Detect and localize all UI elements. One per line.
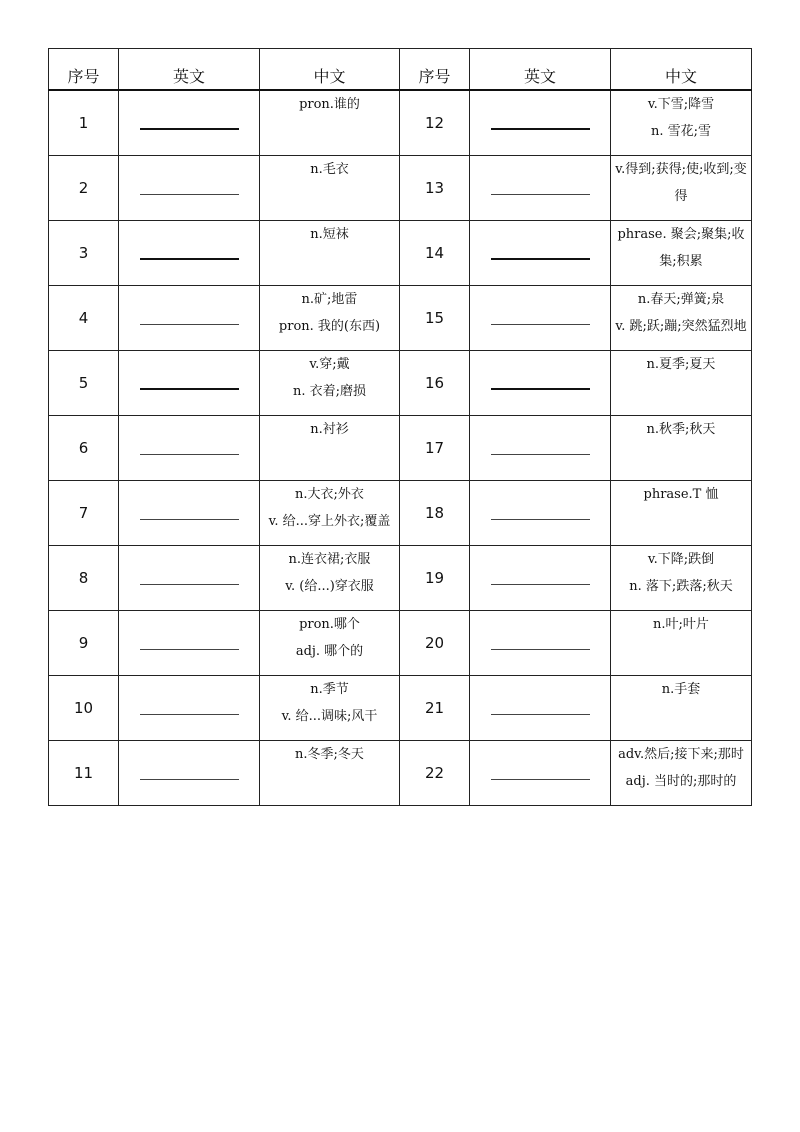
answer-blank-line[interactable] bbox=[140, 258, 239, 260]
chinese-meaning-cell bbox=[611, 156, 752, 221]
english-answer-cell[interactable] bbox=[119, 90, 260, 156]
item-number: 1 bbox=[49, 90, 119, 156]
meaning-line: v.得到;获得;使;收到;变 bbox=[615, 162, 747, 177]
answer-blank-line[interactable] bbox=[491, 388, 590, 390]
answer-blank-line[interactable] bbox=[140, 324, 239, 325]
table-row bbox=[49, 351, 752, 416]
english-answer-cell[interactable] bbox=[470, 611, 611, 676]
meaning-line: v.下雪;降雪 bbox=[647, 97, 715, 112]
table-body bbox=[49, 90, 752, 806]
header-row bbox=[49, 49, 752, 91]
chinese-meaning-cell bbox=[260, 221, 400, 286]
chinese-meaning-cell bbox=[260, 286, 400, 351]
meaning-line: v.穿;戴 bbox=[309, 357, 350, 372]
item-number: 19 bbox=[400, 546, 470, 611]
english-answer-cell[interactable] bbox=[470, 416, 611, 481]
meaning-line: v. 给...调味;风干 bbox=[281, 709, 378, 724]
english-answer-cell[interactable] bbox=[119, 416, 260, 481]
answer-blank-line[interactable] bbox=[491, 454, 590, 455]
chinese-meaning-cell bbox=[260, 351, 400, 416]
item-number: 11 bbox=[49, 741, 119, 806]
answer-blank-line[interactable] bbox=[491, 324, 590, 325]
chinese-meaning-cell bbox=[611, 416, 752, 481]
meaning-line: n.短袜 bbox=[310, 227, 349, 242]
chinese-meaning-cell bbox=[611, 221, 752, 286]
table-row bbox=[49, 481, 752, 546]
english-answer-cell[interactable] bbox=[470, 90, 611, 156]
table-row bbox=[49, 611, 752, 676]
chinese-meaning-cell bbox=[260, 611, 400, 676]
table-row bbox=[49, 286, 752, 351]
answer-blank-line[interactable] bbox=[140, 194, 239, 195]
english-answer-cell[interactable] bbox=[119, 156, 260, 221]
table-row bbox=[49, 546, 752, 611]
answer-blank-line[interactable] bbox=[491, 779, 590, 780]
meaning-line: v. 跳;跃;蹦;突然猛烈地 bbox=[615, 319, 747, 334]
item-number: 8 bbox=[49, 546, 119, 611]
answer-blank-line[interactable] bbox=[140, 388, 239, 390]
item-number: 20 bbox=[400, 611, 470, 676]
answer-blank-line[interactable] bbox=[140, 454, 239, 455]
english-answer-cell[interactable] bbox=[119, 221, 260, 286]
meaning-line: pron.谁的 bbox=[299, 97, 360, 112]
answer-blank-line[interactable] bbox=[140, 649, 239, 650]
english-answer-cell[interactable] bbox=[470, 546, 611, 611]
chinese-meaning-cell bbox=[611, 481, 752, 546]
chinese-meaning-cell bbox=[611, 676, 752, 741]
answer-blank-line[interactable] bbox=[491, 714, 590, 715]
table-row bbox=[49, 156, 752, 221]
english-answer-cell[interactable] bbox=[119, 676, 260, 741]
meaning-line: n.矿;地雷 bbox=[301, 292, 358, 307]
item-number: 15 bbox=[400, 286, 470, 351]
chinese-meaning-cell bbox=[260, 546, 400, 611]
meaning-line: adj. 当时的;那时的 bbox=[625, 774, 737, 789]
item-number: 16 bbox=[400, 351, 470, 416]
item-number: 22 bbox=[400, 741, 470, 806]
meaning-line: n.衬衫 bbox=[310, 422, 349, 437]
english-answer-cell[interactable] bbox=[119, 286, 260, 351]
english-answer-cell[interactable] bbox=[119, 546, 260, 611]
meaning-line: n.连衣裙;衣服 bbox=[288, 552, 371, 567]
chinese-meaning-cell bbox=[611, 546, 752, 611]
item-number: 13 bbox=[400, 156, 470, 221]
chinese-meaning-cell bbox=[260, 741, 400, 806]
vocabulary-table bbox=[48, 48, 752, 806]
meaning-line: n.春天;弹簧;泉 bbox=[637, 292, 725, 307]
meaning-line: n.叶;叶片 bbox=[653, 617, 709, 632]
meaning-line: 得 bbox=[674, 189, 688, 204]
chinese-meaning-cell bbox=[611, 741, 752, 806]
meaning-line: n.夏季;夏天 bbox=[646, 357, 716, 372]
chinese-meaning-cell bbox=[260, 90, 400, 156]
meaning-line: pron. 我的(东西) bbox=[278, 319, 381, 334]
english-answer-cell[interactable] bbox=[470, 676, 611, 741]
header-num-right: 序号 bbox=[400, 49, 470, 91]
meaning-line: n.冬季;冬天 bbox=[295, 747, 364, 762]
answer-blank-line[interactable] bbox=[491, 128, 590, 130]
english-answer-cell[interactable] bbox=[119, 611, 260, 676]
meaning-line: n. 雪花;雪 bbox=[650, 124, 712, 139]
answer-blank-line[interactable] bbox=[140, 714, 239, 715]
meaning-line: v. (给...)穿衣服 bbox=[285, 579, 374, 594]
answer-blank-line[interactable] bbox=[491, 584, 590, 585]
meaning-line: n.毛衣 bbox=[310, 162, 349, 177]
header-cn-left: 中文 bbox=[260, 49, 400, 91]
header-cn-right: 中文 bbox=[611, 49, 752, 91]
item-number: 9 bbox=[49, 611, 119, 676]
english-answer-cell[interactable] bbox=[470, 481, 611, 546]
meaning-line: phrase.T 恤 bbox=[643, 487, 719, 502]
item-number: 2 bbox=[49, 156, 119, 221]
meaning-line: v. 给...穿上外衣;覆盖 bbox=[268, 514, 391, 529]
item-number: 14 bbox=[400, 221, 470, 286]
answer-blank-line[interactable] bbox=[140, 779, 239, 780]
chinese-meaning-cell bbox=[260, 416, 400, 481]
answer-blank-line[interactable] bbox=[140, 584, 239, 585]
english-answer-cell[interactable] bbox=[470, 741, 611, 806]
table-row bbox=[49, 741, 752, 806]
english-answer-cell[interactable] bbox=[470, 156, 611, 221]
chinese-meaning-cell bbox=[611, 611, 752, 676]
header-en-left: 英文 bbox=[119, 49, 260, 91]
meaning-line: v.下降;跌倒 bbox=[647, 552, 715, 567]
english-answer-cell[interactable] bbox=[119, 741, 260, 806]
meaning-line: adj. 哪个的 bbox=[295, 644, 364, 659]
header-num-left: 序号 bbox=[49, 49, 119, 91]
meaning-line: phrase. 聚会;聚集;收 bbox=[617, 227, 745, 242]
item-number: 12 bbox=[400, 90, 470, 156]
answer-blank-line[interactable] bbox=[140, 519, 239, 520]
meaning-line: n.大衣;外衣 bbox=[295, 487, 364, 502]
table-row bbox=[49, 221, 752, 286]
chinese-meaning-cell bbox=[611, 90, 752, 156]
item-number: 10 bbox=[49, 676, 119, 741]
meaning-line: adv.然后;接下来;那时 bbox=[618, 747, 744, 762]
item-number: 6 bbox=[49, 416, 119, 481]
english-answer-cell[interactable] bbox=[470, 221, 611, 286]
answer-blank-line[interactable] bbox=[491, 519, 590, 520]
answer-blank-line[interactable] bbox=[491, 649, 590, 650]
meaning-line: n. 衣着;磨损 bbox=[292, 384, 367, 399]
chinese-meaning-cell bbox=[611, 286, 752, 351]
meaning-line: pron.哪个 bbox=[299, 617, 360, 632]
chinese-meaning-cell bbox=[260, 156, 400, 221]
meaning-line: n.手套 bbox=[661, 682, 701, 697]
item-number: 4 bbox=[49, 286, 119, 351]
english-answer-cell[interactable] bbox=[470, 351, 611, 416]
item-number: 7 bbox=[49, 481, 119, 546]
meaning-line: n.季节 bbox=[310, 682, 349, 697]
chinese-meaning-cell bbox=[260, 481, 400, 546]
answer-blank-line[interactable] bbox=[491, 194, 590, 195]
answer-blank-line[interactable] bbox=[140, 128, 239, 130]
english-answer-cell[interactable] bbox=[470, 286, 611, 351]
chinese-meaning-cell bbox=[611, 351, 752, 416]
meaning-line: n.秋季;秋天 bbox=[646, 422, 716, 437]
english-answer-cell[interactable] bbox=[119, 351, 260, 416]
answer-blank-line[interactable] bbox=[491, 258, 590, 260]
item-number: 5 bbox=[49, 351, 119, 416]
item-number: 18 bbox=[400, 481, 470, 546]
table-row bbox=[49, 416, 752, 481]
english-answer-cell[interactable] bbox=[119, 481, 260, 546]
item-number: 21 bbox=[400, 676, 470, 741]
table-row bbox=[49, 90, 752, 156]
item-number: 17 bbox=[400, 416, 470, 481]
meaning-line: n. 落下;跌落;秋天 bbox=[629, 579, 733, 594]
meaning-line: 集;积累 bbox=[659, 254, 703, 269]
table-row bbox=[49, 676, 752, 741]
chinese-meaning-cell bbox=[260, 676, 400, 741]
item-number: 3 bbox=[49, 221, 119, 286]
header-en-right: 英文 bbox=[470, 49, 611, 91]
